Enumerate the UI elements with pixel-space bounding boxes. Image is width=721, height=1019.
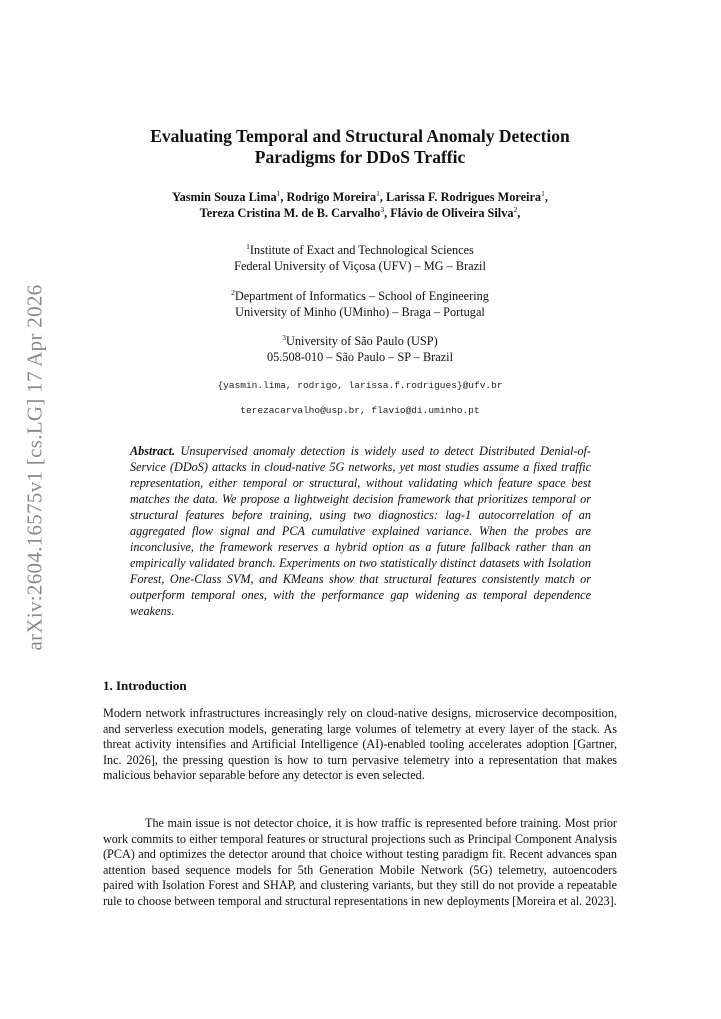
section-heading: 1. Introduction [103, 678, 187, 693]
title-line: Paradigms for DDoS Traffic [254, 147, 466, 167]
title-line: Evaluating Temporal and Structural Anomaly Detection [150, 126, 570, 146]
author-name: Larissa F. Rodrigues Moreira$^1$, [386, 189, 548, 204]
author-email: {yasmin.lima, rodrigo, larissa.f.rodrigues}@ufv.br [217, 380, 503, 391]
author-line [103, 189, 617, 205]
abstract-label: Abstract. [130, 444, 176, 458]
author-email: terezacarvalho@usp.br, flavio@di.uminho.pt [240, 405, 480, 416]
affiliation: $^2$Department of Informatics – School of Engineering University of Minho (UMinho) – Braga – Portugal [231, 288, 489, 319]
arxiv-identifier-text: arXiv:2604.16575v1 [cs.LG] 17 Apr 2026 [22, 283, 47, 651]
author-list [103, 189, 617, 221]
arxiv-identifier-stamp [20, 283, 50, 651]
author-line [103, 205, 617, 221]
author-name: Yasmin Souza Lima$^1$, [172, 189, 287, 204]
body-paragraph: Modern network infrastructures increasingly rely on cloud-native designs, microservice decomposition, and serverless execution models, generating large volumes of telemetry at every layer of the stack. As threat activity intensifies and Artificial Intelligence (AI)-enabled tooling accelerates adoption [Gartner, Inc. 2026], the pressing question is how to turn pervasive telemetry into a representation that makes malicious behavior separable before any detector is even selected. [103, 706, 617, 783]
abstract [130, 443, 591, 619]
body-paragraph: The main issue is not detector choice, it is how traffic is represented before training. Most prior work commits to either temporal features or structural projections such as Principal Component Analysis (PCA) and optimizes the detector around that choice without testing paradigm fit. Recent advances span attention based sequence models for 5th Generation Mobile Network (5G) telemetry, autoencoders paired with Isolation Forest and SHAP, and clustering variants, but they still do not provide a repeatable rule to choose between temporal and structural representations in new deployments [Moreira et al. 2023]. [103, 816, 617, 908]
affiliation: $^3$University of São Paulo (USP) 05.508-010 – São Paulo – SP – Brazil [266, 333, 454, 364]
paper-title [103, 126, 617, 168]
affiliation: $^1$Institute of Exact and Technological Sciences Federal University of Viçosa (UFV) – MG – Brazil [234, 242, 486, 273]
author-name: Flávio de Oliveira Silva$^2$, [390, 205, 521, 220]
author-name: Rodrigo Moreira$^1$, [286, 189, 387, 204]
author-name: Tereza Cristina M. de B. Carvalho$^3$, [199, 205, 391, 220]
abstract-text: Unsupervised anomaly detection is widely used to detect Distributed Denial-of-Service (DDoS) attacks in cloud-native 5G networks, yet most studies assume a fixed traffic representation, either temporal or structural, without validating which feature space best matches the data. We propose a lightweight decision framework that prioritizes temporal or structural features before training, using two diagnostics: lag-1 autocorrelation of an aggregated flow signal and PCA cumulative explained variance. When the probes are inconclusive, the framework reserves a hybrid option as a future fallback rather than an empirically validated branch. Experiments on two statistically distinct datasets with Isolation Forest, One-Class SVM, and KMeans show that structural features consistently match or outperform temporal ones, with the performance gap widening as temporal dependence weakens. [130, 444, 591, 618]
